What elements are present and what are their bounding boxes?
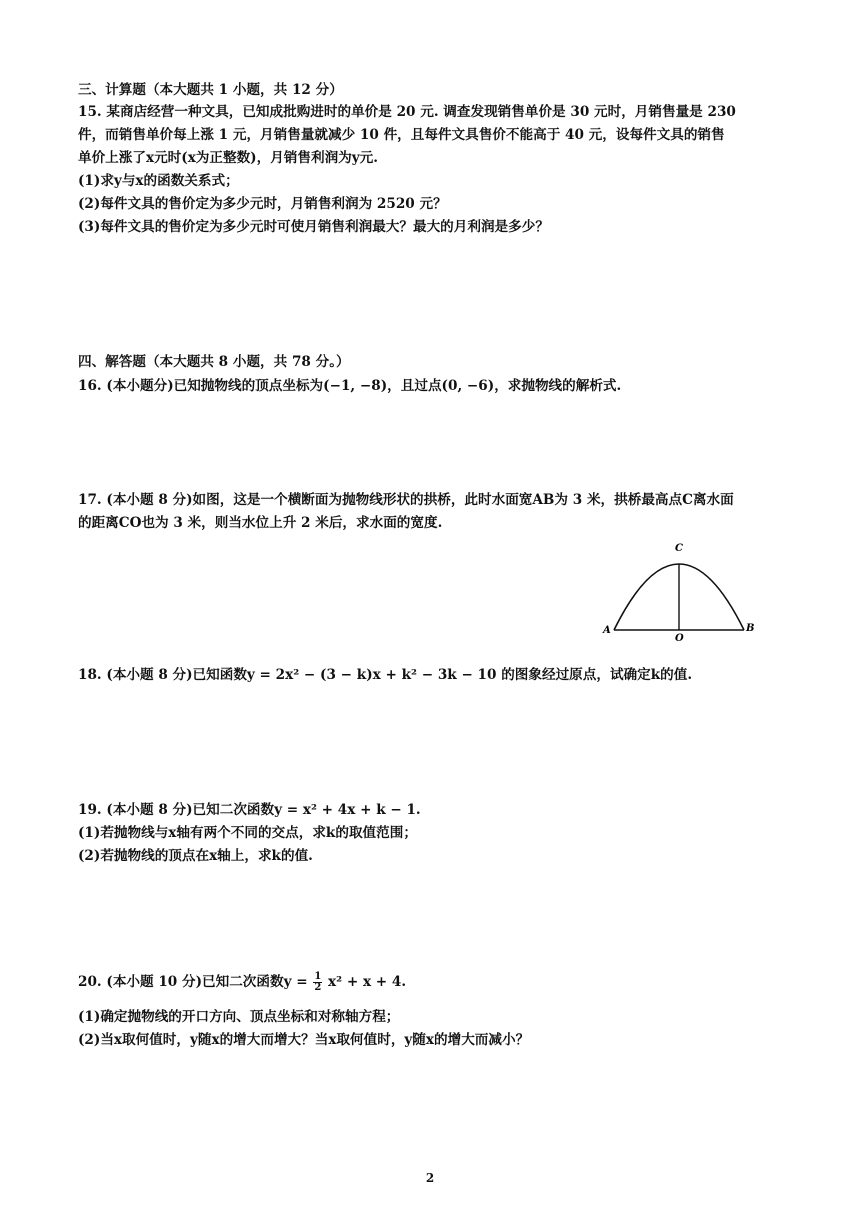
- q19-part-2: (2)若抛物线的顶点在x轴上，求k的值.: [78, 848, 313, 864]
- q20-fraction-numerator: 1: [314, 971, 322, 982]
- q15-line-1: 15. 某商店经营一种文具，已知成批购进时的单价是 20 元. 调查发现销售单价是 30 元时，月销售量是 230: [78, 104, 736, 120]
- label-b: B: [746, 623, 755, 634]
- section-heading-solve: 四、解答题（本大题共 8 小题，共 78 分。）: [78, 354, 350, 370]
- q17-line-2: 的距离CO也为 3 米，则当水位上升 2 米后，求水面的宽度.: [78, 515, 443, 531]
- q15-line-3: 单价上涨了x元时(x为正整数)，月销售利润为y元.: [78, 150, 378, 166]
- label-c: C: [675, 543, 683, 554]
- q17-line-1: 17. (本小题 8 分)如图，这是一个横断面为抛物线形状的拱桥，此时水面宽AB为 3 米，拱桥最高点C离水面: [78, 492, 734, 508]
- label-o: O: [675, 633, 684, 642]
- q18-text: 18. (本小题 8 分)已知函数y = 2x² − (3 − k)x + k² − 3k − 10 的图象经过原点，试确定k的值.: [78, 667, 693, 683]
- q15-part-1: (1)求y与x的函数关系式；: [78, 173, 239, 189]
- q20-fraction-denominator: 2: [314, 982, 322, 993]
- q20-suffix: x² + x + 4.: [328, 974, 407, 990]
- q20-part-2: (2)当x取何值时，y随x的增大而增大？当x取何值时，y随x的增大而减小？: [78, 1032, 530, 1048]
- q19-line-1: 19. (本小题 8 分)已知二次函数y = x² + 4x + k − 1.: [78, 802, 421, 818]
- q16-text: 16. (本小题分)已知抛物线的顶点坐标为(−1, −8)，且过点(0, −6)，求抛物线的解析式.: [78, 378, 622, 394]
- q20-line-1: [78, 972, 406, 993]
- page-number: 2: [425, 1171, 435, 1185]
- section-heading-calculation: 三、计算题（本大题共 1 小题，共 12 分）: [78, 82, 343, 98]
- q15-part-3: (3)每件文具的售价定为多少元时可使月销售利润最大？最大的月利润是多少？: [78, 219, 549, 235]
- q15-part-2: (2)每件文具的售价定为多少元时，月销售利润为 2520 元？: [78, 196, 447, 212]
- q15-line-2: 件，而销售单价每上涨 1 元，月销售量就减少 10 件，且每件文具售价不能高于 40 元，设每件文具的销售: [78, 127, 725, 143]
- q19-part-1: (1)若抛物线与x轴有两个不同的交点，求k的取值范围；: [78, 825, 417, 841]
- q20-part-1: (1)确定抛物线的开口方向、顶点坐标和对称轴方程；: [78, 1009, 400, 1025]
- q20-prefix: 20. (本小题 10 分)已知二次函数y =: [78, 974, 308, 990]
- arch-bridge-figure: [598, 538, 758, 642]
- q20-fraction: [313, 972, 322, 993]
- label-a: A: [603, 625, 611, 636]
